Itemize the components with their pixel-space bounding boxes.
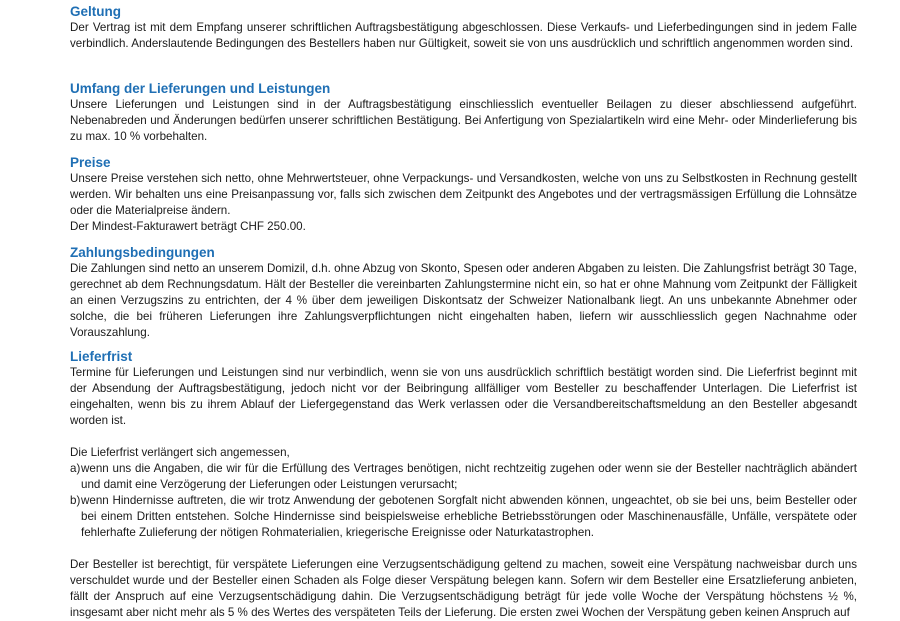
list-item [70,461,857,493]
list-item-text: wenn Hindernisse auftreten, die wir trotz Anwendung der gebotenen Sorgfalt nicht abwenden können, ungeachtet, ob sie bei uns, beim Besteller oder bei einem Dritten entstehen. Solche Hindernisse sind beispielsweise erhebliche Betriebsstörungen oder Maschinenausfälle, Unfälle, verspätete oder fehlerhafte Zulieferung der nötigen Rohmaterialien, kriegerische Ereignisse oder Naturkatastrophen. [81,494,857,539]
section-body: Unsere Lieferungen und Leistungen sind in der Auftragsbestätigung einschliesslich eventueller Beilagen zu dieser abschliessend aufgeführt. Nebenabreden und Änderungen bedürfen unserer schriftlichen Bestätigung. Bei Anfertigung von Spezialartikeln wird eine Mehr- oder Minderlieferung bis zu max. 10 % vorbehalten. [70,98,857,143]
extension-intro: Die Lieferfrist verlängert sich angemessen, [70,446,290,459]
delay-compensation-paragraph: Der Besteller ist berechtigt, für verspätete Lieferungen eine Verzugsentschädigung geltend zu machen, soweit eine Verspätung nachweisbar durch uns verschuldet wurde und der Besteller einen Schaden als Folge dieser Verspätung belegen kann. Sofern wir dem Besteller eine Ersatzlieferung anbieten, fällt der Anspruch auf eine Verzugsentschädigung dahin. Die Verzugsentschädigung beträgt für jede volle Woche der Verspätung höchstens ½ %, insgesamt aber nicht mehr als 5 % des Wertes des verspäteten Teils der Lieferung. Die ersten zwei Wochen der Verspätung geben keinen Anspruch auf [70,558,857,619]
section-body: Termine für Lieferungen und Leistungen sind nur verbindlich, wenn sie von uns ausdrücklich schriftlich bestätigt worden sind. Die Lieferfrist beginnt mit der Absendung der Auftragsbestätigung, jedoch nicht vor der Beibringung allfälliger vom Besteller zu beschaffender Unterlagen. Die Lieferfrist ist eingehalten, wenn bis zu ihrem Ablauf der Liefergegenstand das Werk verlassen oder die Versandbereitschaftsmeldung an den Besteller abgesandt worden ist. [70,366,857,427]
section-body: Unsere Preise verstehen sich netto, ohne Mehrwertsteuer, ohne Verpackungs- und Versandkosten, welche von uns zu Selbstkosten in Rechnung gestellt werden. Wir behalten uns eine Preisanpassung vor, falls sich zwischen dem Zeitpunkt des Angebotes und der vertragsmässigen Erfüllung die Lohnsätze oder die Materialpreise ändern. [70,172,857,217]
section-preise [70,155,857,235]
section-title: Umfang der Lieferungen und Leistungen [70,81,331,96]
list-marker: a) [70,462,81,475]
section-title: Lieferfrist [70,349,133,364]
section-title: Zahlungsbedingungen [70,245,215,260]
section-body: Der Vertrag ist mit dem Empfang unserer schriftlichen Auftragsbestätigung abgeschlossen. Diese Verkaufs- und Lieferbedingungen sind in jedem Falle verbindlich. Anderslautende Bedingungen des Bestellers haben nur Gültigkeit, soweit sie von uns ausdrücklich und schriftlich angenommen worden sind. [70,21,857,50]
section-zahlungsbedingungen [70,245,857,341]
list-item-text: wenn uns die Angaben, die wir für die Erfüllung des Vertrages benötigen, nicht rechtzeitig zugehen oder wenn sie der Besteller nachträglich abändert und damit eine Verzögerung der Lieferungen oder Leistungen verursacht; [81,462,857,491]
section-lieferfrist [70,349,857,621]
minimum-invoice-note: Der Mindest-Fakturawert beträgt CHF 250.00. [70,220,306,233]
section-geltung [70,4,857,52]
section-title: Geltung [70,4,121,19]
section-title: Preise [70,155,111,170]
section-umfang [70,81,857,145]
list-item [70,493,857,541]
section-body: Die Zahlungen sind netto an unserem Domizil, d.h. ohne Abzug von Skonto, Spesen oder anderen Abgaben zu leisten. Die Zahlungsfrist beträgt 30 Tage, gerechnet ab dem Rechnungsdatum. Hält der Besteller die vereinbarten Zahlungstermine nicht ein, so hat er ohne Mahnung vom Zeitpunkt der Fälligkeit an einen Verzugszins zu entrichten, der 4 % über dem jeweiligen Diskontsatz der Schweizer Nationalbank liegt. An uns unbekannte Abnehmer oder solche, die bei früheren Lieferungen ihre Zahlungsverpflichtungen nicht eingehalten haben, liefern wir ausschliesslich gegen Nachnahme oder Vorauszahlung. [70,262,857,339]
list-marker: b) [70,494,81,507]
